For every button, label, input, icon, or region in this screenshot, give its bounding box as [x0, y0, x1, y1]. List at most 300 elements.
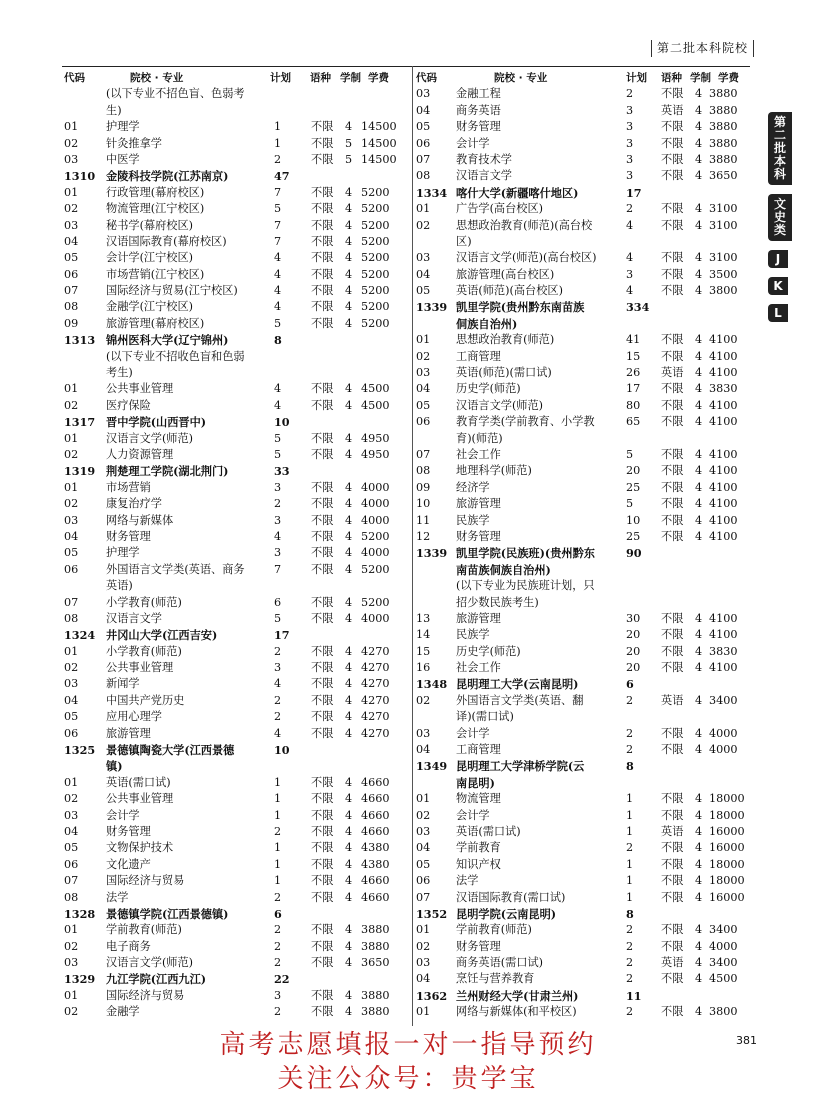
- row-years: 4: [695, 792, 703, 806]
- row-plan: 2: [626, 202, 634, 216]
- row-code: 05: [64, 841, 79, 855]
- row-plan: 7: [274, 185, 282, 199]
- table-row: [416, 168, 752, 184]
- header-name: 院校 · 专业: [130, 72, 184, 84]
- row-fee: 3650: [361, 956, 390, 970]
- row-language: 不限: [311, 562, 334, 576]
- row-language: 不限: [661, 644, 684, 658]
- row-plan: 20: [626, 464, 641, 478]
- row-code: 05: [416, 284, 431, 298]
- row-fee: 16000: [709, 841, 745, 855]
- row-code: 06: [416, 415, 431, 429]
- row-fee: 4100: [709, 366, 738, 380]
- row-fee: 3400: [709, 923, 738, 937]
- school-row: [416, 758, 752, 774]
- row-name: 金融工程: [456, 87, 501, 101]
- row-language: 不限: [661, 939, 684, 953]
- row-name: 文化遗产: [106, 857, 151, 871]
- row-years: 4: [345, 693, 353, 707]
- tab-k[interactable]: K: [768, 277, 788, 295]
- row-language: 不限: [661, 890, 684, 904]
- row-plan: 20: [626, 644, 641, 658]
- table-row: [64, 250, 410, 266]
- row-plan: 8: [274, 333, 282, 348]
- row-code: 03: [64, 218, 79, 232]
- row-code: 12: [416, 529, 431, 543]
- watermark: [0, 1028, 816, 1096]
- column-divider: [412, 66, 413, 1026]
- row-plan: 10: [274, 415, 290, 430]
- row-language: 不限: [311, 251, 334, 265]
- row-name: 护理学: [106, 546, 140, 560]
- row-name: 昆明理工大学津桥学院(云: [456, 759, 585, 774]
- row-language: 不限: [661, 202, 684, 216]
- row-plan: 17: [626, 185, 642, 200]
- row-fee: 4100: [709, 497, 738, 511]
- row-plan: 2: [274, 824, 282, 838]
- school-row: [416, 562, 752, 578]
- row-language: 不限: [661, 513, 684, 527]
- table-row: [416, 119, 752, 135]
- row-language: 不限: [661, 497, 684, 511]
- row-language: 不限: [661, 628, 684, 642]
- row-code: 02: [64, 497, 79, 511]
- page-number: 381: [736, 1034, 757, 1047]
- row-name: 小学教育(师范): [106, 644, 182, 658]
- table-row: [416, 595, 752, 611]
- row-code: 02: [64, 136, 79, 150]
- table-row: [64, 890, 410, 906]
- row-name: 会计学: [456, 808, 490, 822]
- row-fee: 16000: [709, 890, 745, 904]
- row-code: 01: [64, 644, 79, 658]
- row-code: 08: [416, 169, 431, 183]
- row-code: 06: [416, 874, 431, 888]
- row-fee: 3880: [361, 939, 390, 953]
- row-years: 4: [695, 398, 703, 412]
- table-row: [416, 693, 752, 709]
- row-language: 不限: [311, 513, 334, 527]
- row-fee: 4950: [361, 431, 390, 445]
- row-language: 不限: [661, 447, 684, 461]
- row-name: (以下专业不招收色盲和色弱: [106, 349, 245, 363]
- row-code: 16: [416, 661, 431, 675]
- header-years: 学制: [690, 72, 711, 84]
- row-fee: 4270: [361, 661, 390, 675]
- table-row: [416, 627, 752, 643]
- row-years: 4: [345, 267, 353, 281]
- row-plan: 2: [626, 939, 634, 953]
- row-code: 02: [64, 447, 79, 461]
- row-fee: 4380: [361, 857, 390, 871]
- row-years: 4: [695, 136, 703, 150]
- row-plan: 4: [626, 251, 634, 265]
- row-language: 不限: [311, 890, 334, 904]
- table-row: [416, 513, 752, 529]
- row-code: 02: [416, 218, 431, 232]
- row-years: 4: [345, 710, 353, 724]
- row-plan: 4: [274, 251, 282, 265]
- row-plan: 1: [626, 808, 634, 822]
- row-language: 不限: [661, 251, 684, 265]
- row-code: 1328: [64, 906, 96, 921]
- row-plan: 7: [274, 562, 282, 576]
- table-row: [64, 857, 410, 873]
- row-language: 不限: [311, 120, 334, 134]
- row-language: 不限: [661, 743, 684, 757]
- row-fee: 14500: [361, 136, 397, 150]
- row-name: 经济学: [456, 480, 490, 494]
- row-code: 02: [416, 808, 431, 822]
- header-rule: [62, 66, 750, 67]
- row-name: 昆明学院(云南昆明): [456, 906, 557, 921]
- row-years: 4: [695, 857, 703, 871]
- row-name: 凯里学院(贵州黔东南苗族: [456, 300, 585, 315]
- row-plan: 2: [626, 1005, 634, 1019]
- table-row: [416, 480, 752, 496]
- row-years: 4: [345, 529, 353, 543]
- row-fee: 3800: [709, 1005, 738, 1019]
- row-name: 民族学: [456, 628, 490, 642]
- table-row: [416, 742, 752, 758]
- row-plan: 65: [626, 415, 641, 429]
- row-code: 06: [64, 857, 79, 871]
- row-fee: 4500: [361, 398, 390, 412]
- row-fee: 5200: [361, 562, 390, 576]
- row-language: 不限: [661, 152, 684, 166]
- row-name: 南苗族侗族自治州): [456, 562, 551, 577]
- row-years: 4: [695, 87, 703, 101]
- table-row: [64, 562, 410, 578]
- row-fee: 4500: [361, 382, 390, 396]
- row-code: 15: [416, 644, 431, 658]
- row-fee: 4000: [361, 546, 390, 560]
- row-name: 旅游管理: [456, 497, 501, 511]
- row-fee: 3880: [361, 988, 390, 1002]
- row-code: 1352: [416, 906, 448, 921]
- row-years: 4: [345, 890, 353, 904]
- table-row: [416, 709, 752, 725]
- tab-j[interactable]: J: [768, 250, 788, 268]
- row-years: 4: [345, 792, 353, 806]
- row-fee: 4660: [361, 808, 390, 822]
- table-row: [64, 808, 410, 824]
- school-row: [416, 775, 752, 791]
- row-language: 不限: [311, 874, 334, 888]
- row-code: 07: [64, 284, 79, 298]
- row-name: 物流管理(江宁校区): [106, 202, 205, 216]
- row-code: 06: [416, 136, 431, 150]
- table-row: [64, 218, 410, 234]
- table-row: [64, 480, 410, 496]
- table-row: [416, 250, 752, 266]
- row-language: 不限: [311, 398, 334, 412]
- row-name: 侗族自治州): [456, 316, 518, 331]
- row-years: 4: [345, 726, 353, 740]
- row-name: 教育技术学: [456, 152, 512, 166]
- row-years: 5: [345, 152, 353, 166]
- table-row: [416, 447, 752, 463]
- row-code: 03: [64, 152, 79, 166]
- row-name: 工商管理: [456, 349, 501, 363]
- table-row: [416, 955, 752, 971]
- table-row: [416, 398, 752, 414]
- tab-category[interactable]: 文史类: [768, 194, 792, 241]
- row-plan: 2: [626, 743, 634, 757]
- row-name: 社会工作: [456, 661, 501, 675]
- row-plan: 20: [626, 661, 641, 675]
- row-fee: 4950: [361, 447, 390, 461]
- row-name: 生): [106, 103, 122, 117]
- row-code: 05: [64, 710, 79, 724]
- row-name: 昆明理工大学(云南昆明): [456, 677, 579, 692]
- row-plan: 2: [626, 726, 634, 740]
- row-name: 商务英语: [456, 103, 501, 117]
- row-plan: 1: [274, 841, 282, 855]
- row-fee: 3880: [361, 1005, 390, 1019]
- row-code: 05: [416, 120, 431, 134]
- row-name: 思想政治教育(师范): [456, 333, 555, 347]
- row-fee: 18000: [709, 857, 745, 871]
- row-language: 不限: [311, 185, 334, 199]
- row-language: 不限: [311, 529, 334, 543]
- row-fee: 4660: [361, 775, 390, 789]
- row-plan: 80: [626, 398, 641, 412]
- row-plan: 5: [274, 611, 282, 625]
- row-code: 04: [416, 743, 431, 757]
- header-lang: 语种: [310, 72, 331, 84]
- row-language: 不限: [311, 382, 334, 396]
- row-years: 4: [695, 824, 703, 838]
- row-code: 03: [64, 677, 79, 691]
- row-plan: 5: [274, 447, 282, 461]
- row-years: 4: [695, 480, 703, 494]
- row-years: 4: [695, 251, 703, 265]
- row-language: 不限: [661, 169, 684, 183]
- row-code: 1313: [64, 333, 96, 348]
- row-name: 市场营销: [106, 480, 151, 494]
- row-name: 镇): [106, 759, 123, 774]
- row-code: 03: [416, 366, 431, 380]
- table-row: [64, 644, 410, 660]
- row-name: 学前教育(师范): [106, 923, 182, 937]
- row-years: 4: [695, 202, 703, 216]
- row-plan: 2: [274, 693, 282, 707]
- table-row: [64, 283, 410, 299]
- row-fee: 5200: [361, 316, 390, 330]
- row-plan: 10: [626, 513, 641, 527]
- table-row: [416, 332, 752, 348]
- row-fee: 4100: [709, 661, 738, 675]
- tab-l[interactable]: L: [768, 304, 788, 322]
- row-fee: 3100: [709, 202, 738, 216]
- school-row: [64, 742, 410, 758]
- row-name: 汉语言文学(师范): [106, 956, 194, 970]
- row-name: 法学: [456, 874, 479, 888]
- row-plan: 1: [626, 824, 634, 838]
- right-column: [416, 70, 752, 1021]
- row-name: 景德镇陶瓷大学(江西景德: [106, 743, 235, 758]
- row-name: 汉语言文学(师范): [106, 431, 194, 445]
- row-language: 不限: [311, 611, 334, 625]
- row-fee: 3880: [361, 923, 390, 937]
- row-years: 4: [695, 513, 703, 527]
- row-name: 广告学(高台校区): [456, 202, 544, 216]
- table-row: [64, 398, 410, 414]
- row-plan: 5: [626, 447, 634, 461]
- row-years: 4: [695, 808, 703, 822]
- row-fee: 5200: [361, 234, 390, 248]
- row-plan: 3: [626, 169, 634, 183]
- table-row: [64, 824, 410, 840]
- row-language: 不限: [661, 120, 684, 134]
- row-language: 英语: [661, 103, 684, 117]
- row-fee: 4270: [361, 677, 390, 691]
- row-code: 02: [416, 349, 431, 363]
- row-years: 4: [345, 120, 353, 134]
- row-code: 04: [64, 234, 79, 248]
- row-plan: 6: [274, 906, 282, 921]
- school-row: [416, 988, 752, 1004]
- table-row: [64, 529, 410, 545]
- row-fee: 4270: [361, 693, 390, 707]
- row-name: 地理科学(师范): [456, 464, 532, 478]
- table-row: [416, 365, 752, 381]
- row-plan: 2: [626, 841, 634, 855]
- row-language: 不限: [661, 841, 684, 855]
- row-years: 4: [695, 644, 703, 658]
- row-years: 4: [345, 956, 353, 970]
- row-years: 4: [345, 841, 353, 855]
- row-fee: 5200: [361, 185, 390, 199]
- row-plan: 1: [274, 857, 282, 871]
- row-name: 汉语言文学(师范): [456, 398, 544, 412]
- row-code: 03: [416, 87, 431, 101]
- row-years: 4: [345, 546, 353, 560]
- table-row: [416, 1004, 752, 1020]
- row-fee: 3880: [709, 103, 738, 117]
- table-row: [64, 791, 410, 807]
- row-language: 英语: [661, 956, 684, 970]
- table-row: [416, 267, 752, 283]
- school-row: [416, 676, 752, 692]
- row-name: 国际经济与贸易: [106, 988, 185, 1002]
- row-fee: 4100: [709, 398, 738, 412]
- table-row: [64, 119, 410, 135]
- row-name: 金融学(江宁校区): [106, 300, 194, 314]
- table-row: [416, 463, 752, 479]
- row-code: 01: [64, 988, 79, 1002]
- row-name: 景德镇学院(江西景德镇): [106, 906, 229, 921]
- row-name: 历史学(师范): [456, 644, 521, 658]
- row-code: 07: [64, 874, 79, 888]
- table-row: [64, 988, 410, 1004]
- table-row: [416, 873, 752, 889]
- school-row: [416, 299, 752, 315]
- row-code: 11: [416, 513, 431, 527]
- row-years: 4: [695, 693, 703, 707]
- row-years: 4: [695, 726, 703, 740]
- row-code: 09: [64, 316, 79, 330]
- row-code: 04: [416, 103, 431, 117]
- row-name: 历史学(师范): [456, 382, 521, 396]
- row-name: (以下专业不招色盲、色弱考: [106, 87, 245, 101]
- row-name: 荆楚理工学院(湖北荆门): [106, 464, 229, 479]
- row-code: 1349: [416, 759, 448, 774]
- row-code: 08: [64, 890, 79, 904]
- row-code: 1339: [416, 546, 448, 561]
- row-language: 不限: [661, 464, 684, 478]
- row-language: 不限: [661, 857, 684, 871]
- row-fee: 3100: [709, 218, 738, 232]
- row-language: 不限: [661, 480, 684, 494]
- row-plan: 1: [626, 890, 634, 904]
- row-fee: 3800: [709, 284, 738, 298]
- column-header: [416, 70, 752, 86]
- row-name: 康复治疗学: [106, 497, 162, 511]
- row-name: 电子商务: [106, 939, 151, 953]
- row-years: 4: [695, 284, 703, 298]
- row-years: 4: [695, 366, 703, 380]
- row-name: 凯里学院(民族班)(贵州黔东: [456, 546, 595, 561]
- row-name: 应用心理学: [106, 710, 162, 724]
- row-fee: 18000: [709, 874, 745, 888]
- row-fee: 4660: [361, 890, 390, 904]
- row-fee: 16000: [709, 824, 745, 838]
- row-code: 02: [64, 1005, 79, 1019]
- row-language: 不限: [311, 202, 334, 216]
- row-code: 06: [64, 267, 79, 281]
- table-row: [64, 234, 410, 250]
- row-fee: 4100: [709, 628, 738, 642]
- table-row: [64, 381, 410, 397]
- running-header: 第二批本科院校: [651, 40, 754, 57]
- row-fee: 5200: [361, 267, 390, 281]
- row-language: 不限: [311, 661, 334, 675]
- row-code: 04: [416, 267, 431, 281]
- row-fee: 4100: [709, 447, 738, 461]
- row-language: 不限: [661, 349, 684, 363]
- row-fee: 5200: [361, 595, 390, 609]
- row-years: 4: [695, 382, 703, 396]
- row-plan: 6: [274, 595, 282, 609]
- row-plan: 15: [626, 349, 641, 363]
- row-years: 4: [695, 939, 703, 953]
- row-years: 4: [695, 120, 703, 134]
- row-code: 1334: [416, 185, 448, 200]
- row-fee: 4000: [361, 611, 390, 625]
- row-code: 01: [64, 775, 79, 789]
- row-code: 09: [416, 480, 431, 494]
- table-row: [64, 267, 410, 283]
- row-years: 4: [345, 513, 353, 527]
- row-language: 不限: [661, 136, 684, 150]
- tab-batch[interactable]: 第二批本科: [768, 112, 792, 185]
- row-language: 不限: [311, 1005, 334, 1019]
- row-name: 新闻学: [106, 677, 140, 691]
- row-plan: 47: [274, 169, 290, 184]
- row-name: 金陵科技学院(江苏南京): [106, 169, 229, 184]
- row-code: 1317: [64, 415, 96, 430]
- row-years: 4: [345, 480, 353, 494]
- row-language: 英语: [661, 693, 684, 707]
- row-plan: 6: [626, 677, 634, 692]
- row-name: 公共事业管理: [106, 792, 174, 806]
- row-years: 4: [695, 152, 703, 166]
- row-name: 国际经济与贸易(江宁校区): [106, 284, 238, 298]
- row-name: 英语(需口试): [106, 775, 171, 789]
- row-language: 不限: [661, 611, 684, 625]
